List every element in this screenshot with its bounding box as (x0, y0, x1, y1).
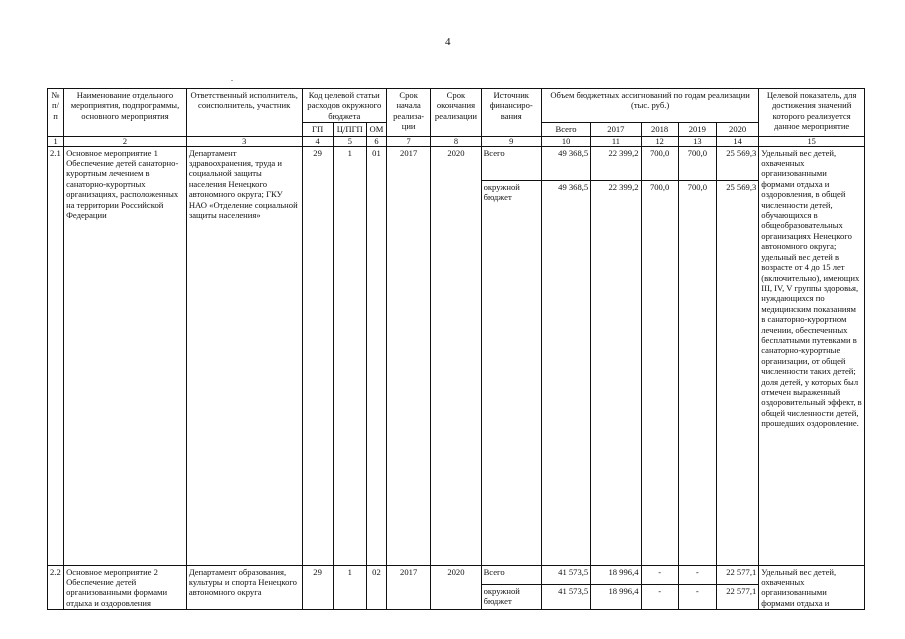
row-total: 41 573,5 (541, 565, 590, 584)
row-source-budget: окружной бюджет (481, 180, 541, 565)
row-source-total: Всего (481, 146, 541, 180)
row-name: Основное мероприятие 1 Обеспечение детей санаторно-курортным лечением в санаторно-курортных организациях, расположенных на территории Российской Федерации (64, 146, 187, 565)
header-2019: 2019 (678, 123, 716, 136)
row-2017: 18 996,4 (591, 565, 641, 584)
row-total: 41 573,5 (541, 584, 590, 610)
col-number: 8 (431, 136, 481, 146)
row-2019: - (678, 584, 716, 610)
header-executor: Ответственный исполнитель, соисполнитель, участник (186, 89, 302, 137)
row-2018: - (641, 584, 678, 610)
header-code: Код целевой статьи расходов окружного бюджета (302, 89, 387, 123)
row-om: 02 (366, 565, 386, 610)
row-gp: 29 (302, 565, 333, 610)
row-2017: 18 996,4 (591, 584, 641, 610)
row-cpgp: 1 (333, 565, 366, 610)
col-number: 3 (186, 136, 302, 146)
row-2018: 700,0 (641, 180, 678, 565)
row-source-budget: окружной бюджет (481, 584, 541, 610)
header-code-cpgp: Ц/ПГП (333, 123, 366, 136)
row-gp: 29 (302, 146, 333, 565)
row-2019: 700,0 (678, 180, 716, 565)
row-2020: 25 569,3 (716, 146, 758, 180)
header-2020: 2020 (716, 123, 758, 136)
row-2018: 700,0 (641, 146, 678, 180)
col-number: 1 (48, 136, 64, 146)
row-target: Удельный вес детей, охваченных организованными формами отдыха и (759, 565, 865, 610)
row-cpgp: 1 (333, 146, 366, 565)
col-number: 11 (591, 136, 641, 146)
header-total: Всего (541, 123, 590, 136)
row-target: Удельный вес детей, охваченных организованными формами отдыха и оздоровления, в общей численности детей, обучающихся в общеобразовательных организациях Ненецкого автономного округа; удельный вес детей в возрасте от 4 до 15 лет (включительно), имеющих III, IV, V группы здоровья, нуждающихся по медицинским показаниям в санаторно-курортном лечении, обеспеченных бесплатными путевками в санаторно-курортные организации, от общей численности таких детей; доля детей, у которых был отмечен выраженный оздоровительный эффект, в общей численности детей, прошедших оздоровление. (759, 146, 865, 565)
page-number: 4 (445, 36, 451, 48)
row-executor: Департамент здравоохранения, труда и социальной защиты населения Ненецкого автономного округа; ГКУ НАО «Отделение социальной защиты населения» (186, 146, 302, 565)
row-2020: 22 577,1 (716, 565, 758, 584)
col-number: 5 (333, 136, 366, 146)
col-number: 14 (716, 136, 758, 146)
header-2017: 2017 (591, 123, 641, 136)
row-executor: Департамент образования, культуры и спорта Ненецкого автономного округа (186, 565, 302, 610)
header-code-om: ОМ (366, 123, 386, 136)
header-row-1 (48, 89, 865, 123)
header-code-gp: ГП (302, 123, 333, 136)
header-start: Срок начала реализа-ции (387, 89, 431, 137)
row-2017: 22 399,2 (591, 146, 641, 180)
row-2018: - (641, 565, 678, 584)
row-end: 2020 (431, 146, 481, 565)
header-volume: Объем бюджетных ассигнований по годам реализации (тыс. руб.) (541, 89, 758, 123)
table-row (48, 565, 865, 584)
budget-table (47, 88, 865, 610)
row-source-total: Всего (481, 565, 541, 584)
col-number: 12 (641, 136, 678, 146)
row-2019: 700,0 (678, 146, 716, 180)
row-om: 01 (366, 146, 386, 565)
col-number: 4 (302, 136, 333, 146)
col-number: 2 (64, 136, 187, 146)
row-total: 49 368,5 (541, 180, 590, 565)
row-2019: - (678, 565, 716, 584)
row-2020: 22 577,1 (716, 584, 758, 610)
col-number: 15 (759, 136, 865, 146)
column-number-row (48, 136, 865, 146)
row-num: 2.2 (48, 565, 64, 610)
col-number: 9 (481, 136, 541, 146)
row-name: Основное мероприятие 2 Обеспечение детей организованными формами отдыха и оздоровления (64, 565, 187, 610)
header-source: Источник финансиро-вания (481, 89, 541, 137)
row-start: 2017 (387, 565, 431, 610)
stray-mark: . (231, 74, 233, 83)
row-2020: 25 569,3 (716, 180, 758, 565)
table-row (48, 146, 865, 180)
header-target: Целевой показатель, для достижения значений которого реализуется данное мероприятие (759, 89, 865, 137)
col-number: 13 (678, 136, 716, 146)
header-name: Наименование отдельного мероприятия, подпрограммы, основного мероприятия (64, 89, 187, 137)
col-number: 10 (541, 136, 590, 146)
header-num: № п/п (48, 89, 64, 137)
row-2017: 22 399,2 (591, 180, 641, 565)
row-end: 2020 (431, 565, 481, 610)
col-number: 6 (366, 136, 386, 146)
row-total: 49 368,5 (541, 146, 590, 180)
header-2018: 2018 (641, 123, 678, 136)
header-end: Срок окончания реализации (431, 89, 481, 137)
col-number: 7 (387, 136, 431, 146)
row-start: 2017 (387, 146, 431, 565)
row-num: 2.1 (48, 146, 64, 565)
